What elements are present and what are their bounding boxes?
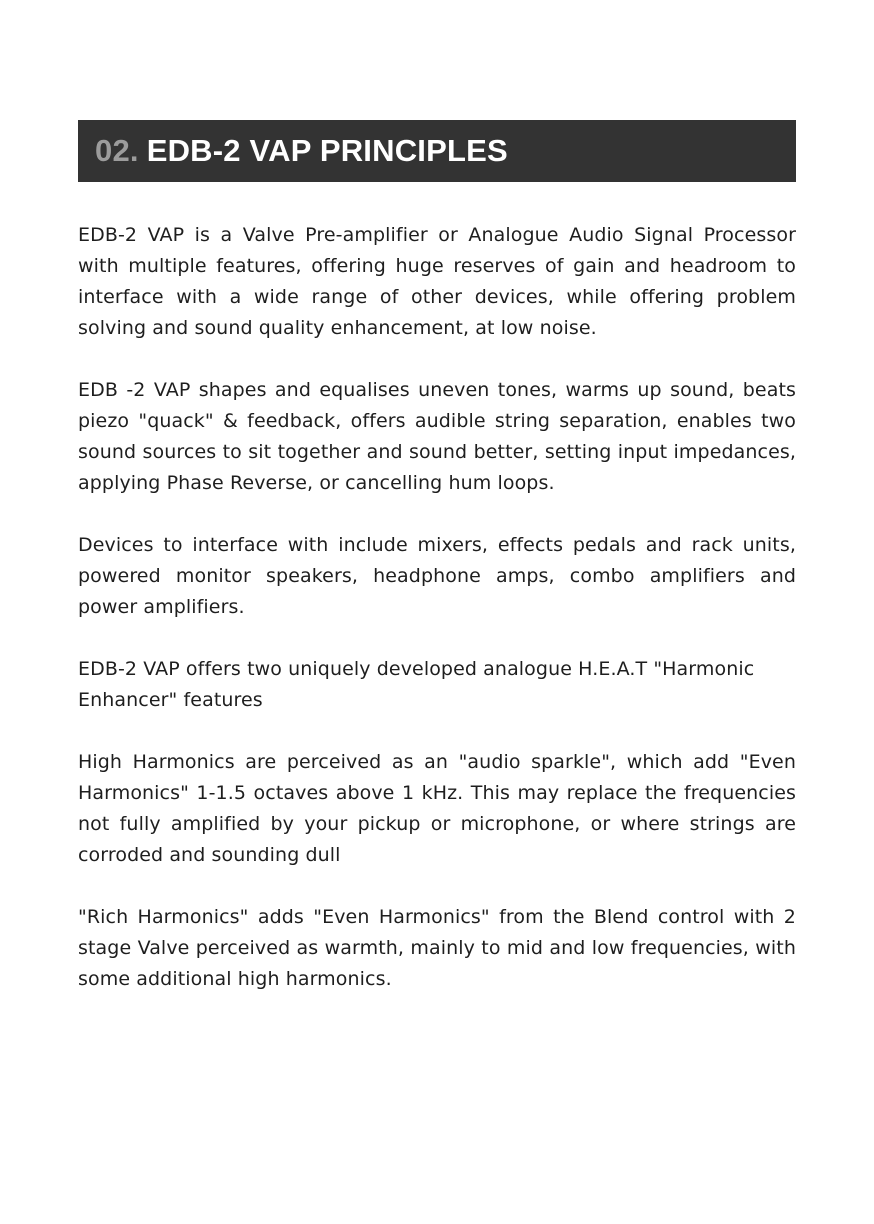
section-title: EDB-2 VAP PRINCIPLES [146,133,508,168]
paragraph-tone-shaping: EDB -2 VAP shapes and equalises uneven tones, warms up sound, beats piezo "quack" & feedback, offers audible string separation, enables two sound sources to sit together and sound better, setting input impedances, applying Phase Reverse, or cancelling hum loops. [78,379,796,494]
paragraph-devices: Devices to interface with include mixers, effects pedals and rack units, powered monitor speakers, headphone amps, combo amplifiers and power amplifiers. [78,534,796,618]
document-page [78,120,796,1026]
section-header [78,120,796,182]
section-number: 02. [95,133,139,168]
paragraph-rich-harmonics: "Rich Harmonics" adds "Even Harmonics" from the Blend control with 2 stage Valve perceived as warmth, mainly to mid and low frequencies, with some additional high harmonics. [78,906,796,990]
paragraph-overview: EDB-2 VAP is a Valve Pre-amplifier or Analogue Audio Signal Processor with multiple features, offering huge reserves of gain and headroom to interface with a wide range of other devices, while offering problem solving and sound quality enhancement, at low noise. [78,224,796,339]
paragraph-high-harmonics: High Harmonics are perceived as an "audio sparkle", which add "Even Harmonics" 1-1.5 octaves above 1 kHz. This may replace the frequencies not fully amplified by your pickup or microphone, or where strings are corroded and sounding dull [78,751,796,866]
paragraph-heat-features: EDB-2 VAP offers two uniquely developed analogue H.E.A.T "Harmonic Enhancer" features [78,658,755,711]
body-text [78,220,796,995]
